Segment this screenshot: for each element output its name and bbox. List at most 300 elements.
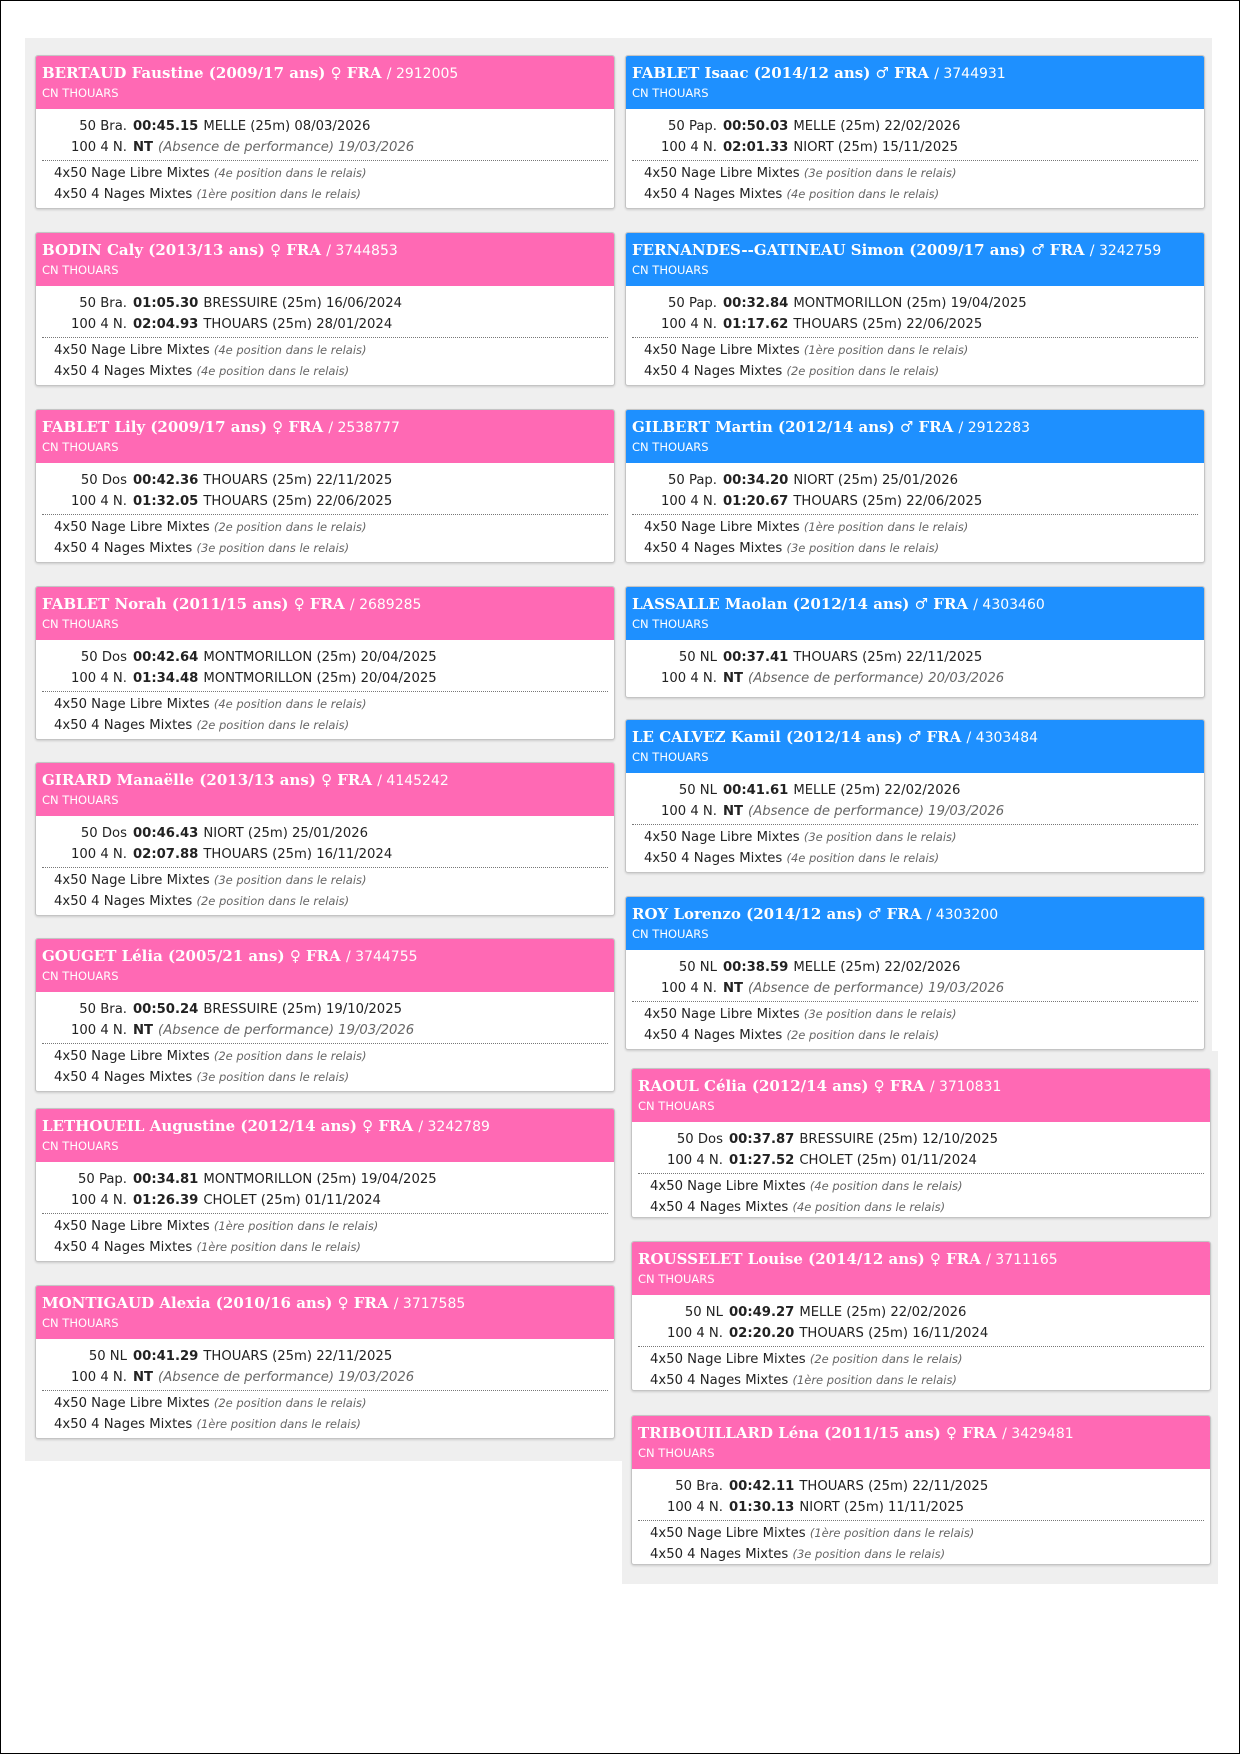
relay-position: (3e position dans le relais) [803,1007,957,1021]
relay-name: 4x50 4 Nages Mixtes [644,541,783,556]
licence-number: / 3710831 [929,1079,1002,1095]
relay-position: (3e position dans le relais) [803,166,957,180]
event-place: CHOLET (25m) 01/11/2024 [799,1153,977,1168]
event-row [42,823,608,844]
event-row [42,1169,608,1190]
event-place: NIORT (25m) 15/11/2025 [793,140,959,155]
licence-number: / 4145242 [377,773,449,789]
event-time: 02:01.33 [723,140,789,155]
event-time: 01:27.52 [729,1153,795,1168]
event-label: 100 4 N. [660,494,717,509]
event-place: THOUARS (25m) 16/11/2024 [799,1326,989,1341]
event-place: MONTMORILLON (25m) 19/04/2025 [793,296,1027,311]
relay-position: (4e position dans le relais) [213,697,367,711]
swimmer-name: GIRARD Manaëlle (2013/13 ans) ♀ FRA [42,771,373,789]
event-row [632,314,1198,335]
event-row [632,116,1198,137]
swimmer-title [638,1424,1210,1443]
relay-position: (3e position dans le relais) [196,1070,350,1084]
swimmer-title [42,595,614,614]
event-row [632,137,1198,158]
swimmer-name: TRIBOUILLARD Léna (2011/15 ans) ♀ FRA [638,1424,997,1442]
event-row [42,999,608,1020]
event-time: 00:38.59 [723,960,789,975]
relay-row [42,340,608,361]
swimmer-card [631,1241,1211,1391]
event-row [638,1302,1204,1323]
licence-number: / 3717585 [393,1296,466,1312]
event-label: 50 NL [678,650,717,665]
relay-row [632,184,1198,205]
event-place: MELLE (25m) 22/02/2026 [793,119,961,134]
event-time: 00:37.87 [729,1132,795,1147]
event-label: 50 Dos [80,473,127,488]
event-place: NIORT (25m) 25/01/2026 [793,473,959,488]
event-row [638,1150,1204,1171]
club-name: CN THOUARS [632,617,709,631]
relay-position: (2e position dans le relais) [786,364,940,378]
relay-row [632,827,1198,848]
separator [632,514,1198,515]
card-body [36,992,614,1088]
swimmer-card [35,938,615,1092]
card-header [626,587,1204,640]
relay-position: (1ère position dans le relais) [196,187,361,201]
swimmer-name: ROUSSELET Louise (2014/12 ans) ♀ FRA [638,1250,981,1268]
relay-row [42,361,608,382]
relay-name: 4x50 4 Nages Mixtes [644,851,783,866]
event-time: 00:50.24 [133,1002,199,1017]
event-time: 00:42.36 [133,473,199,488]
licence-number: / 3711165 [986,1252,1058,1268]
event-time: 02:04.93 [133,317,199,332]
club-name: CN THOUARS [638,1272,715,1286]
relay-position: (2e position dans le relais) [213,520,367,534]
card-body [36,640,614,736]
card-body [632,1469,1210,1565]
separator [632,1001,1198,1002]
relay-name: 4x50 Nage Libre Mixtes [644,1007,800,1022]
event-place: (Absence de performance) 19/03/2026 [158,1370,415,1385]
relay-position: (1ère position dans le relais) [196,1240,361,1254]
card-header [36,410,614,463]
relay-name: 4x50 Nage Libre Mixtes [54,520,210,535]
swimmer-title [638,1250,1210,1269]
event-label: 50 Pap. [78,1172,127,1187]
relay-row [42,1393,608,1414]
swimmer-name: FERNANDES--GATINEAU Simon (2009/17 ans) ♂ FRA [632,241,1085,259]
event-row [638,1476,1204,1497]
separator [42,1043,608,1044]
swimmer-title [42,947,614,966]
club-name: CN THOUARS [42,263,119,277]
swimmer-name: MONTIGAUD Alexia (2010/16 ans) ♀ FRA [42,1294,389,1312]
event-place: MELLE (25m) 08/03/2026 [203,119,371,134]
event-row [632,491,1198,512]
relay-position: (2e position dans le relais) [213,1396,367,1410]
club-name: CN THOUARS [42,793,119,807]
event-place: MONTMORILLON (25m) 20/04/2025 [203,671,437,686]
event-time: 01:17.62 [723,317,789,332]
relay-row [632,340,1198,361]
licence-number: / 2912283 [958,420,1031,436]
swimmer-title [42,1294,614,1313]
separator [42,514,608,515]
event-label: 50 Bra. [79,296,127,311]
event-label: 100 4 N. [666,1500,723,1515]
event-place: THOUARS (25m) 22/11/2025 [793,650,983,665]
event-place: THOUARS (25m) 28/01/2024 [203,317,393,332]
card-body [626,773,1204,869]
relay-position: (4e position dans le relais) [786,851,940,865]
event-time: NT [723,671,744,686]
separator [42,1390,608,1391]
relay-name: 4x50 4 Nages Mixtes [54,541,193,556]
swimmer-title [632,595,1204,614]
swimmer-card [625,586,1205,698]
event-label: 50 NL [684,1305,723,1320]
licence-number: / 2538777 [328,420,400,436]
event-row [42,137,608,158]
card-header [632,1069,1210,1122]
card-body [36,286,614,382]
club-name: CN THOUARS [632,440,709,454]
card-header [36,1286,614,1339]
event-place: NIORT (25m) 11/11/2025 [799,1500,965,1515]
swimmer-title [42,64,614,83]
event-row [638,1497,1204,1518]
event-label: 100 4 N. [70,1370,127,1385]
event-place: MELLE (25m) 22/02/2026 [793,783,961,798]
event-time: 00:46.43 [133,826,199,841]
club-name: CN THOUARS [638,1099,715,1113]
event-label: 50 Bra. [675,1479,723,1494]
relay-name: 4x50 Nage Libre Mixtes [644,343,800,358]
event-time: 00:32.84 [723,296,789,311]
swimmer-title [632,728,1204,747]
relay-row [638,1197,1204,1218]
swimmer-card [625,896,1205,1050]
relay-row [42,694,608,715]
event-place: THOUARS (25m) 16/11/2024 [203,847,393,862]
event-time: 02:07.88 [133,847,199,862]
swimmer-card [631,1068,1211,1218]
relay-row [42,1046,608,1067]
swimmer-card [35,1285,615,1439]
separator [638,1173,1204,1174]
event-row [42,116,608,137]
swimmer-name: FABLET Isaac (2014/12 ans) ♂ FRA [632,64,929,82]
card-body [36,1339,614,1435]
relay-name: 4x50 4 Nages Mixtes [54,187,193,202]
event-time: 00:34.20 [723,473,789,488]
event-time: NT [133,1370,154,1385]
card-body [626,109,1204,205]
card-header [626,56,1204,109]
relay-position: (4e position dans le relais) [213,343,367,357]
card-body [36,109,614,205]
event-place: MONTMORILLON (25m) 20/04/2025 [203,650,437,665]
swimmer-name: RAOUL Célia (2012/14 ans) ♀ FRA [638,1077,925,1095]
event-row [42,647,608,668]
event-place: THOUARS (25m) 22/11/2025 [799,1479,989,1494]
licence-number: / 4303200 [926,907,999,923]
swimmer-card [35,1108,615,1262]
event-label: 100 4 N. [70,140,127,155]
event-label: 100 4 N. [70,1023,127,1038]
relay-name: 4x50 Nage Libre Mixtes [650,1352,806,1367]
relay-name: 4x50 4 Nages Mixtes [650,1373,789,1388]
separator [42,867,608,868]
swimmer-card [625,55,1205,209]
relay-position: (3e position dans le relais) [792,1547,946,1561]
swimmer-title [632,418,1204,437]
event-row [42,1367,608,1388]
card-header [626,897,1204,950]
swimmer-name: GOUGET Lélia (2005/21 ans) ♀ FRA [42,947,341,965]
relay-position: (1ère position dans le relais) [213,1219,379,1233]
event-time: 00:45.15 [133,119,199,134]
relay-row [42,538,608,559]
licence-number: / 3242759 [1089,243,1162,259]
event-row [42,1346,608,1367]
relay-name: 4x50 Nage Libre Mixtes [54,1396,210,1411]
relay-position: (4e position dans le relais) [213,166,367,180]
event-place: (Absence de performance) 19/03/2026 [158,140,415,155]
event-row [42,1190,608,1211]
swimmer-title [632,905,1204,924]
event-time: 01:32.05 [133,494,199,509]
event-row [632,957,1198,978]
relay-position: (2e position dans le relais) [809,1352,963,1366]
club-name: CN THOUARS [632,86,709,100]
event-place: NIORT (25m) 25/01/2026 [203,826,369,841]
separator [638,1346,1204,1347]
relay-name: 4x50 Nage Libre Mixtes [54,697,210,712]
event-label: 100 4 N. [660,140,717,155]
event-label: 50 Dos [676,1132,723,1147]
relay-row [632,538,1198,559]
event-place: BRESSUIRE (25m) 19/10/2025 [203,1002,402,1017]
relay-name: 4x50 Nage Libre Mixtes [644,830,800,845]
relay-position: (1ère position dans le relais) [196,1417,361,1431]
relay-position: (3e position dans le relais) [803,830,957,844]
event-label: 100 4 N. [70,317,127,332]
relay-position: (2e position dans le relais) [196,894,350,908]
event-time: NT [133,140,154,155]
relay-position: (3e position dans le relais) [196,541,350,555]
relay-name: 4x50 4 Nages Mixtes [54,1070,193,1085]
licence-number: / 3744755 [346,949,418,965]
swimmer-card [35,232,615,386]
event-row [42,668,608,689]
relay-row [42,891,608,912]
swimmer-title [632,64,1204,83]
event-place: THOUARS (25m) 22/06/2025 [793,494,983,509]
event-label: 100 4 N. [666,1326,723,1341]
club-name: CN THOUARS [42,969,119,983]
swimmer-name: GILBERT Martin (2012/14 ans) ♂ FRA [632,418,954,436]
relay-name: 4x50 4 Nages Mixtes [54,894,193,909]
swimmer-title [42,241,614,260]
separator [632,160,1198,161]
swimmer-name: LETHOUEIL Augustine (2012/14 ans) ♀ FRA [42,1117,414,1135]
relay-row [638,1370,1204,1391]
event-row [42,844,608,865]
relay-name: 4x50 Nage Libre Mixtes [54,343,210,358]
swimmer-name: LASSALLE Maolan (2012/14 ans) ♂ FRA [632,595,969,613]
event-time: 00:37.41 [723,650,789,665]
card-body [36,1162,614,1258]
card-body [632,1295,1210,1391]
relay-name: 4x50 4 Nages Mixtes [650,1200,789,1215]
relay-position: (1ère position dans le relais) [792,1373,957,1387]
event-label: 100 4 N. [70,847,127,862]
relay-name: 4x50 Nage Libre Mixtes [54,166,210,181]
event-row [42,1020,608,1041]
card-header [632,1416,1210,1469]
licence-number: / 3242789 [418,1119,490,1135]
event-row [638,1129,1204,1150]
event-row [42,314,608,335]
relay-row [638,1349,1204,1370]
event-time: NT [723,981,744,996]
event-time: 00:42.11 [729,1479,795,1494]
licence-number: / 3744853 [326,243,398,259]
event-row [632,293,1198,314]
event-label: 50 Pap. [668,296,717,311]
event-label: 50 Dos [80,826,127,841]
event-label: 50 Bra. [79,119,127,134]
relay-name: 4x50 Nage Libre Mixtes [644,166,800,181]
relay-row [42,184,608,205]
swimmer-card [35,762,615,916]
licence-number: / 2689285 [349,597,422,613]
event-place: THOUARS (25m) 22/06/2025 [203,494,393,509]
event-time: 00:41.29 [133,1349,199,1364]
event-time: 00:41.61 [723,783,789,798]
relay-row [632,1025,1198,1046]
relay-row [42,1216,608,1237]
event-place: (Absence de performance) 19/03/2026 [748,804,1005,819]
relay-position: (2e position dans le relais) [196,718,350,732]
relay-row [638,1544,1204,1565]
card-body [36,463,614,559]
relay-name: 4x50 Nage Libre Mixtes [54,873,210,888]
event-row [638,1323,1204,1344]
club-name: CN THOUARS [42,1316,119,1330]
event-place: MELLE (25m) 22/02/2026 [793,960,961,975]
relay-position: (3e position dans le relais) [786,541,940,555]
card-body [626,286,1204,382]
event-time: NT [723,804,744,819]
relay-position: (1ère position dans le relais) [809,1526,975,1540]
licence-number: / 2912005 [386,66,459,82]
event-label: 50 Dos [80,650,127,665]
swimmer-name: ROY Lorenzo (2014/12 ans) ♂ FRA [632,905,922,923]
swimmer-name: FABLET Norah (2011/15 ans) ♀ FRA [42,595,345,613]
card-header [36,939,614,992]
separator [638,1520,1204,1521]
card-header [36,233,614,286]
relay-position: (4e position dans le relais) [196,364,350,378]
event-place: (Absence de performance) 19/03/2026 [748,981,1005,996]
event-place: BRESSUIRE (25m) 16/06/2024 [203,296,402,311]
event-place: CHOLET (25m) 01/11/2024 [203,1193,381,1208]
club-name: CN THOUARS [42,86,119,100]
swimmer-card [625,232,1205,386]
relay-name: 4x50 4 Nages Mixtes [54,1240,193,1255]
event-row [632,470,1198,491]
swimmer-name: FABLET Lily (2009/17 ans) ♀ FRA [42,418,324,436]
licence-number: / 3429481 [1002,1426,1074,1442]
event-row [632,978,1198,999]
event-row [632,668,1198,689]
event-label: 100 4 N. [660,981,717,996]
event-time: 00:49.27 [729,1305,795,1320]
card-body [632,1122,1210,1218]
event-label: 100 4 N. [666,1153,723,1168]
swimmer-card [35,55,615,209]
relay-row [42,163,608,184]
separator [42,1213,608,1214]
licence-number: / 3744931 [934,66,1006,82]
relay-position: (2e position dans le relais) [786,1028,940,1042]
event-row [632,780,1198,801]
swimmer-name: BERTAUD Faustine (2009/17 ans) ♀ FRA [42,64,382,82]
club-name: CN THOUARS [638,1446,715,1460]
event-label: 100 4 N. [660,671,717,686]
card-body [36,816,614,912]
relay-name: 4x50 4 Nages Mixtes [644,1028,783,1043]
event-place: (Absence de performance) 20/03/2026 [748,671,1005,686]
swimmer-title [632,241,1204,260]
event-time: 00:50.03 [723,119,789,134]
event-label: 50 Pap. [668,119,717,134]
event-place: THOUARS (25m) 22/11/2025 [203,473,393,488]
relay-row [632,848,1198,869]
event-label: 100 4 N. [70,1193,127,1208]
card-header [626,233,1204,286]
relay-row [42,1237,608,1258]
event-label: 50 Bra. [79,1002,127,1017]
event-time: 01:26.39 [133,1193,199,1208]
relay-row [42,870,608,891]
event-place: MELLE (25m) 22/02/2026 [799,1305,967,1320]
relay-name: 4x50 4 Nages Mixtes [54,1417,193,1432]
relay-row [42,517,608,538]
card-header [36,587,614,640]
relay-row [632,1004,1198,1025]
swimmer-title [42,771,614,790]
event-label: 100 4 N. [70,494,127,509]
relay-name: 4x50 Nage Libre Mixtes [644,520,800,535]
relay-name: 4x50 4 Nages Mixtes [644,187,783,202]
event-label: 100 4 N. [660,317,717,332]
event-time: NT [133,1023,154,1038]
event-time: 01:20.67 [723,494,789,509]
club-name: CN THOUARS [42,440,119,454]
card-header [36,1109,614,1162]
event-place: THOUARS (25m) 22/11/2025 [203,1349,393,1364]
event-time: 01:34.48 [133,671,199,686]
separator [42,160,608,161]
swimmer-title [42,1117,614,1136]
relay-position: (3e position dans le relais) [213,873,367,887]
club-name: CN THOUARS [632,927,709,941]
event-row [632,801,1198,822]
relay-row [632,361,1198,382]
